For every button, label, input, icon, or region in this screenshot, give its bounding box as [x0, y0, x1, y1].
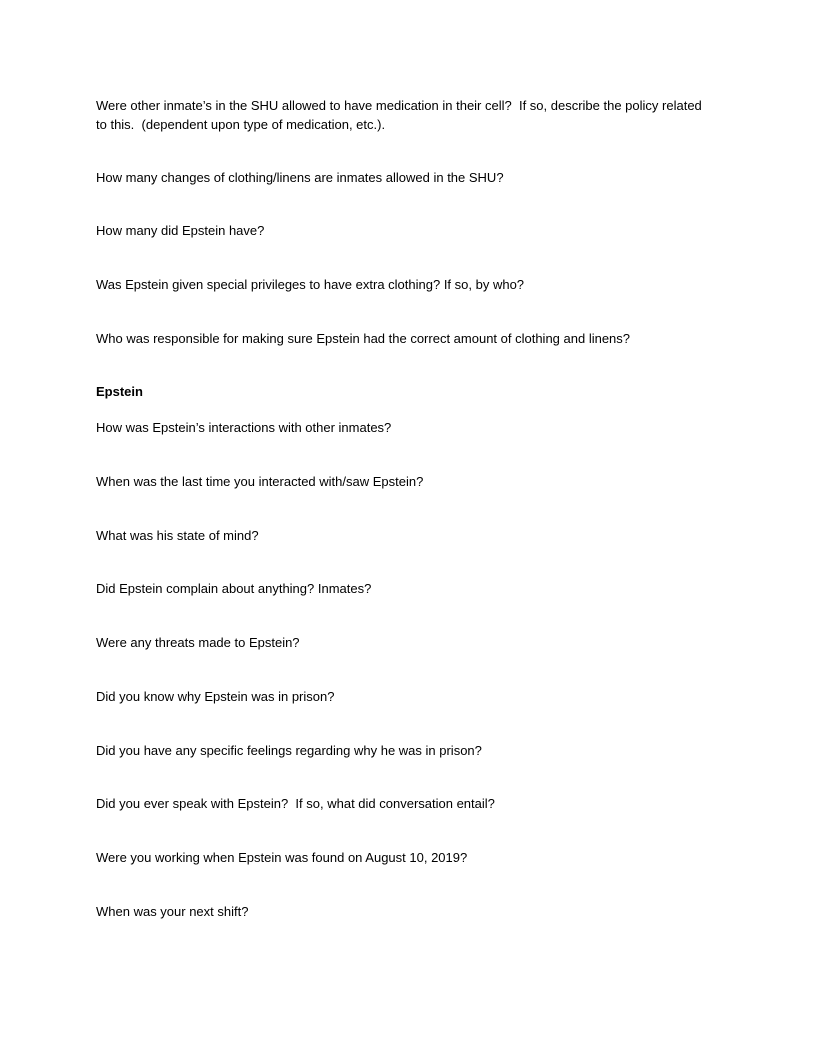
question-feelings: Did you have any specific feelings regarding why he was in prison?: [96, 743, 482, 758]
question-clothing-responsibility: Who was responsible for making sure Epstein had the correct amount of clothing and linens?: [96, 331, 631, 346]
question-medication-policy: Were other inmate’s in the SHU allowed to have medication in their cell? If so, describe the policy related to this. (dependent upon type of medication, etc.).: [96, 98, 706, 132]
question-complaints: Did Epstein complain about anything? Inmates?: [96, 581, 372, 596]
question-special-privileges: Was Epstein given special privileges to have extra clothing? If so, by who?: [96, 277, 525, 292]
question-state-of-mind: What was his state of mind?: [96, 528, 259, 543]
question-interactions: How was Epstein’s interactions with other inmates?: [96, 420, 392, 435]
question-next-shift: When was your next shift?: [96, 904, 249, 919]
question-why-in-prison: Did you know why Epstein was in prison?: [96, 689, 335, 704]
section-heading-epstein: Epstein: [96, 384, 143, 399]
question-threats: Were any threats made to Epstein?: [96, 635, 300, 650]
question-epstein-clothing-count: How many did Epstein have?: [96, 223, 265, 238]
question-clothing-changes: How many changes of clothing/linens are inmates allowed in the SHU?: [96, 170, 504, 185]
question-last-interaction: When was the last time you interacted with/saw Epstein?: [96, 474, 424, 489]
question-conversation: Did you ever speak with Epstein? If so, what did conversation entail?: [96, 796, 495, 811]
question-working-when-found: Were you working when Epstein was found on August 10, 2019?: [96, 850, 468, 865]
